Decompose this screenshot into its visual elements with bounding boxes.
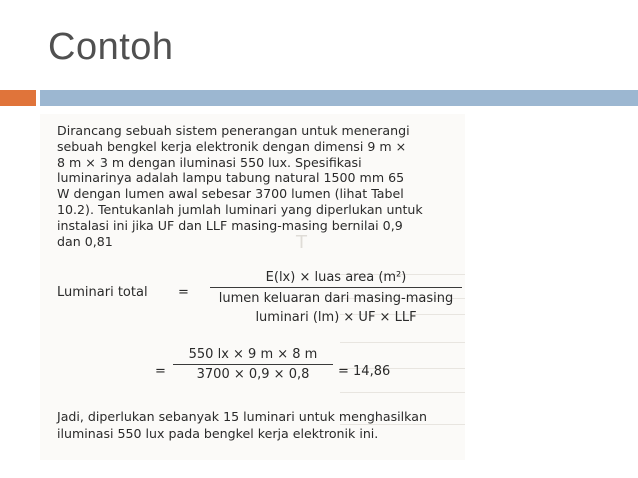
problem-line: sebuah bengkel kerja elektronik dengan dimensi 9 m × — [57, 138, 407, 154]
problem-line: instalasi ini jika UF dan LLF masing-masing bernilai 0,9 — [57, 217, 403, 233]
accent-bar-blue — [40, 90, 638, 106]
substitution-numerator: 550 lx × 9 m × 8 m — [188, 347, 318, 362]
scanned-textbook-excerpt — [40, 114, 465, 460]
slide-title: Contoh — [48, 26, 174, 68]
conclusion-line: iluminasi 550 lux pada bengkel kerja elektronik ini. — [57, 426, 379, 441]
problem-statement — [57, 123, 423, 249]
bleed-through-line — [340, 392, 465, 393]
formula-lhs: Luminari total — [57, 285, 148, 300]
conclusion-line: Jadi, diperlukan sebanyak 15 luminari untuk menghasilkan — [57, 409, 427, 424]
formula-denominator-line1: lumen keluaran dari masing-masing — [218, 291, 454, 306]
fraction-bar — [173, 364, 333, 365]
problem-line: luminarinya adalah lampu tabung natural 1500 mm 65 — [57, 170, 405, 186]
formula-fraction — [210, 270, 462, 327]
problem-line: Dirancang sebuah sistem penerangan untuk menerangi — [57, 123, 410, 138]
formula-numerator: E(lx) × luas area (m²) — [265, 270, 407, 285]
substitution-result: = 14,86 — [338, 364, 391, 379]
problem-line: 10.2). Tentukanlah jumlah luminari yang diperlukan untuk — [57, 201, 423, 217]
conclusion — [57, 408, 427, 442]
problem-line: W dengan lumen awal sebesar 3700 lumen (lihat Tabel — [57, 186, 404, 202]
problem-line: 8 m × 3 m dengan iluminasi 550 lux. Spesifikasi — [57, 154, 362, 170]
substitution-denominator: 3700 × 0,9 × 0,8 — [196, 367, 310, 382]
accent-bar-orange — [0, 90, 36, 106]
problem-line: dan 0,81 — [57, 233, 113, 249]
bleed-through-mark: T — [296, 232, 307, 253]
formula-denominator-line2: luminari (lm) × UF × LLF — [255, 310, 417, 325]
substitution-equals: = — [155, 364, 166, 379]
fraction-bar — [210, 287, 462, 288]
formula-equals: = — [178, 285, 189, 300]
bleed-through-line — [340, 342, 465, 343]
substitution-fraction — [173, 347, 333, 382]
